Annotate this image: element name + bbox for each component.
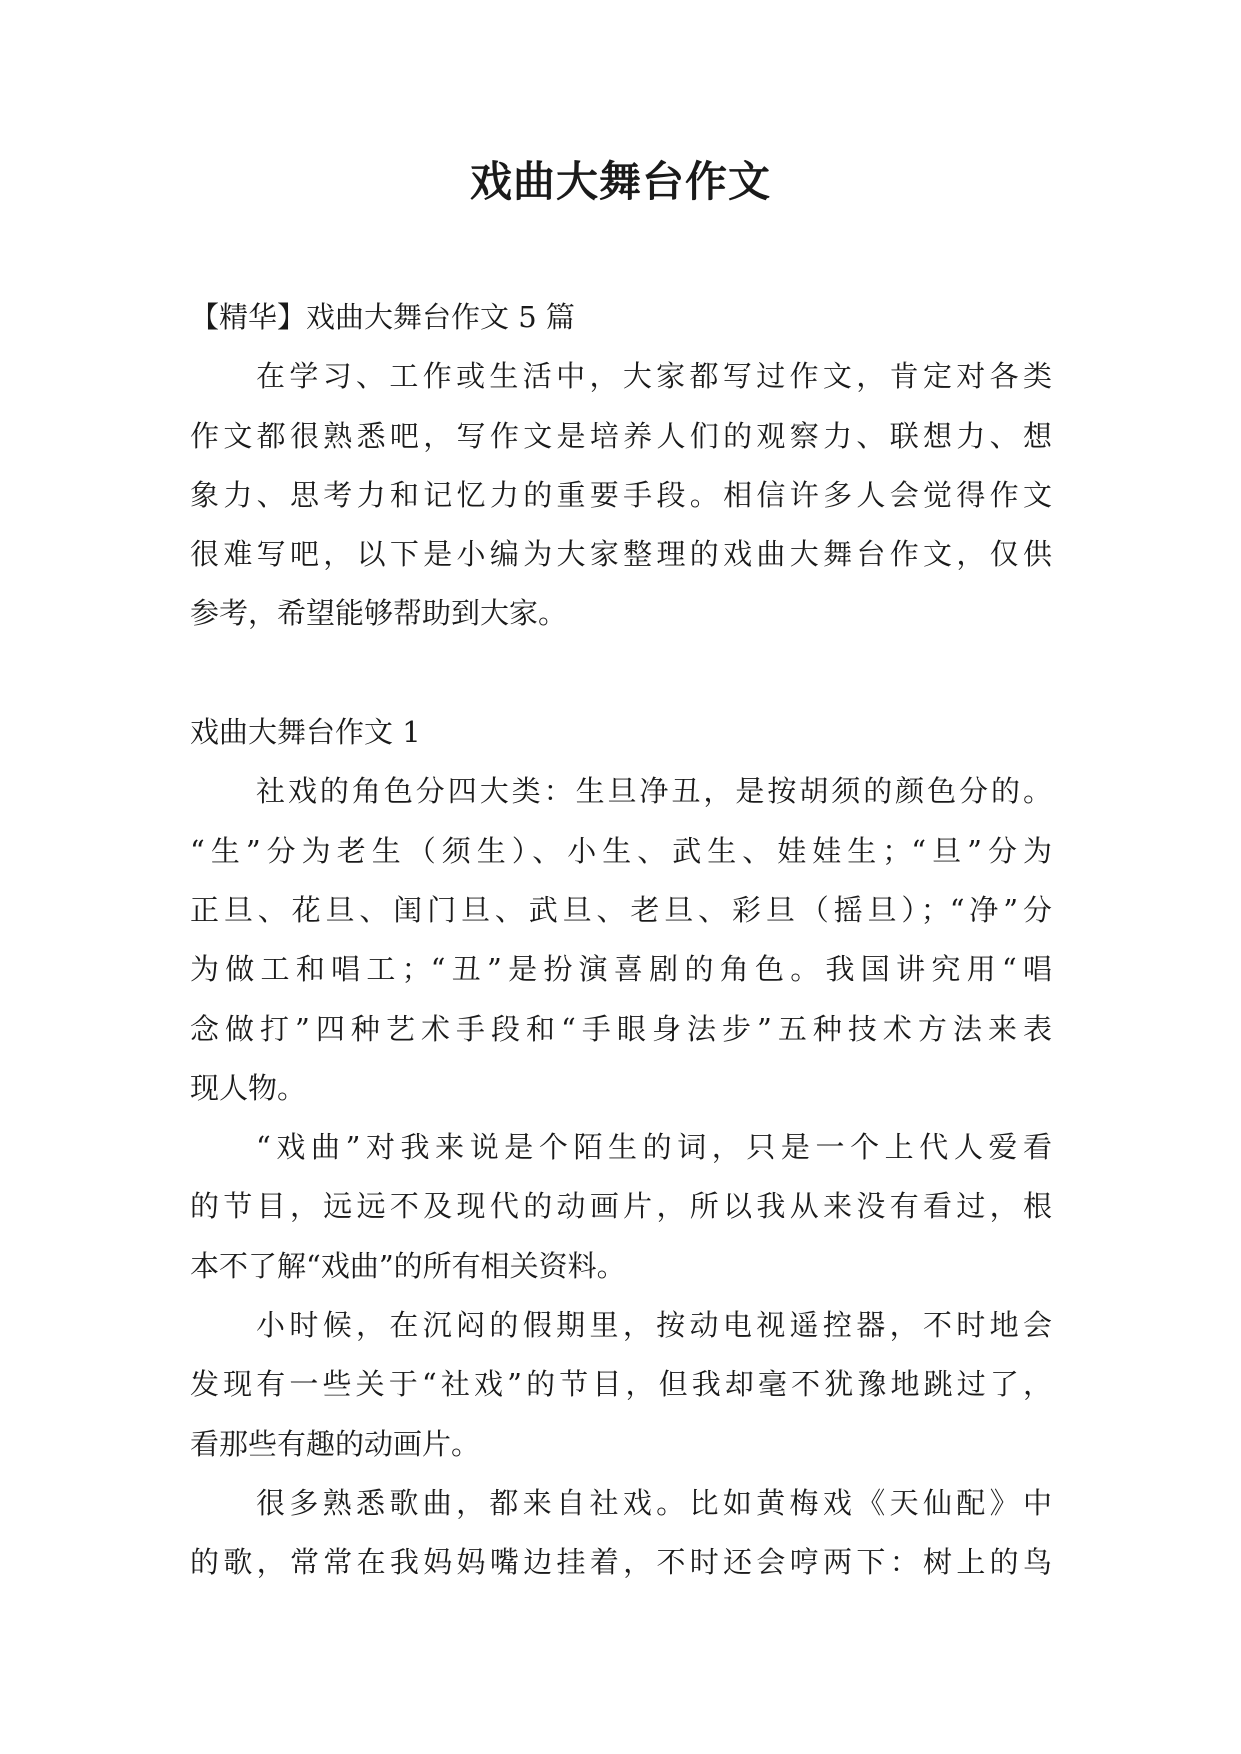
body-paragraph [190,762,1052,1118]
paragraph-spacer [190,644,1052,703]
text-line: “生”分为老生（须生）、小生、武生、娃娃生；“旦”分为 [190,833,1052,868]
text-line: 很多熟悉歌曲，都来自社戏。比如黄梅戏《天仙配》中 [256,1485,1052,1520]
text-line: 看那些有趣的动画片。 [190,1426,481,1461]
section-heading: 戏曲大舞台作文 1 [190,715,421,750]
text-line: 发现有一些关于“社戏”的节目，但我却毫不犹豫地跳过了， [190,1367,1052,1402]
body-paragraph [190,1296,1052,1474]
text-line: “戏曲”对我来说是个陌生的词，只是一个上代人爱看 [256,1130,1052,1165]
document-subtitle: 【精华】戏曲大舞台作文 5 篇 [190,300,575,334]
text-line: 在学习、工作或生活中，大家都写过作文，肯定对各类 [256,359,1052,394]
text-line: 作文都很熟悉吧，写作文是培养人们的观察力、联想力、想 [190,418,1052,453]
text-line: 参考，希望能够帮助到大家。 [190,596,568,631]
document-title: 戏曲大舞台作文 [469,157,771,206]
body-paragraph [190,1118,1052,1296]
text-line: 的节目，远远不及现代的动画片，所以我从来没有看过，根 [190,1189,1052,1224]
text-line: 本不了解“戏曲”的所有相关资料。 [190,1248,626,1283]
text-line: 小时候，在沉闷的假期里，按动电视遥控器，不时地会 [256,1308,1052,1343]
text-line: 为做工和唱工；“丑”是扮演喜剧的角色。我国讲究用“唱 [190,952,1052,987]
document-body [190,288,1052,1593]
text-line: 很难写吧，以下是小编为大家整理的戏曲大舞台作文，仅供 [190,537,1052,572]
intro-paragraph [190,347,1052,643]
text-line: 象力、思考力和记忆力的重要手段。相信许多人会觉得作文 [190,477,1052,512]
body-paragraph [190,1474,1052,1593]
text-line: 现人物。 [190,1070,307,1105]
text-line: 的歌，常常在我妈妈嘴边挂着，不时还会哼两下：树上的鸟 [190,1545,1052,1580]
text-line: 念做打”四种艺术手段和“手眼身法步”五种技术方法来表 [190,1011,1052,1046]
text-line: 社戏的角色分四大类：生旦净丑，是按胡须的颜色分的。 [256,774,1052,809]
text-line: 正旦、花旦、闺门旦、武旦、老旦、彩旦（摇旦）；“净”分 [190,892,1052,927]
